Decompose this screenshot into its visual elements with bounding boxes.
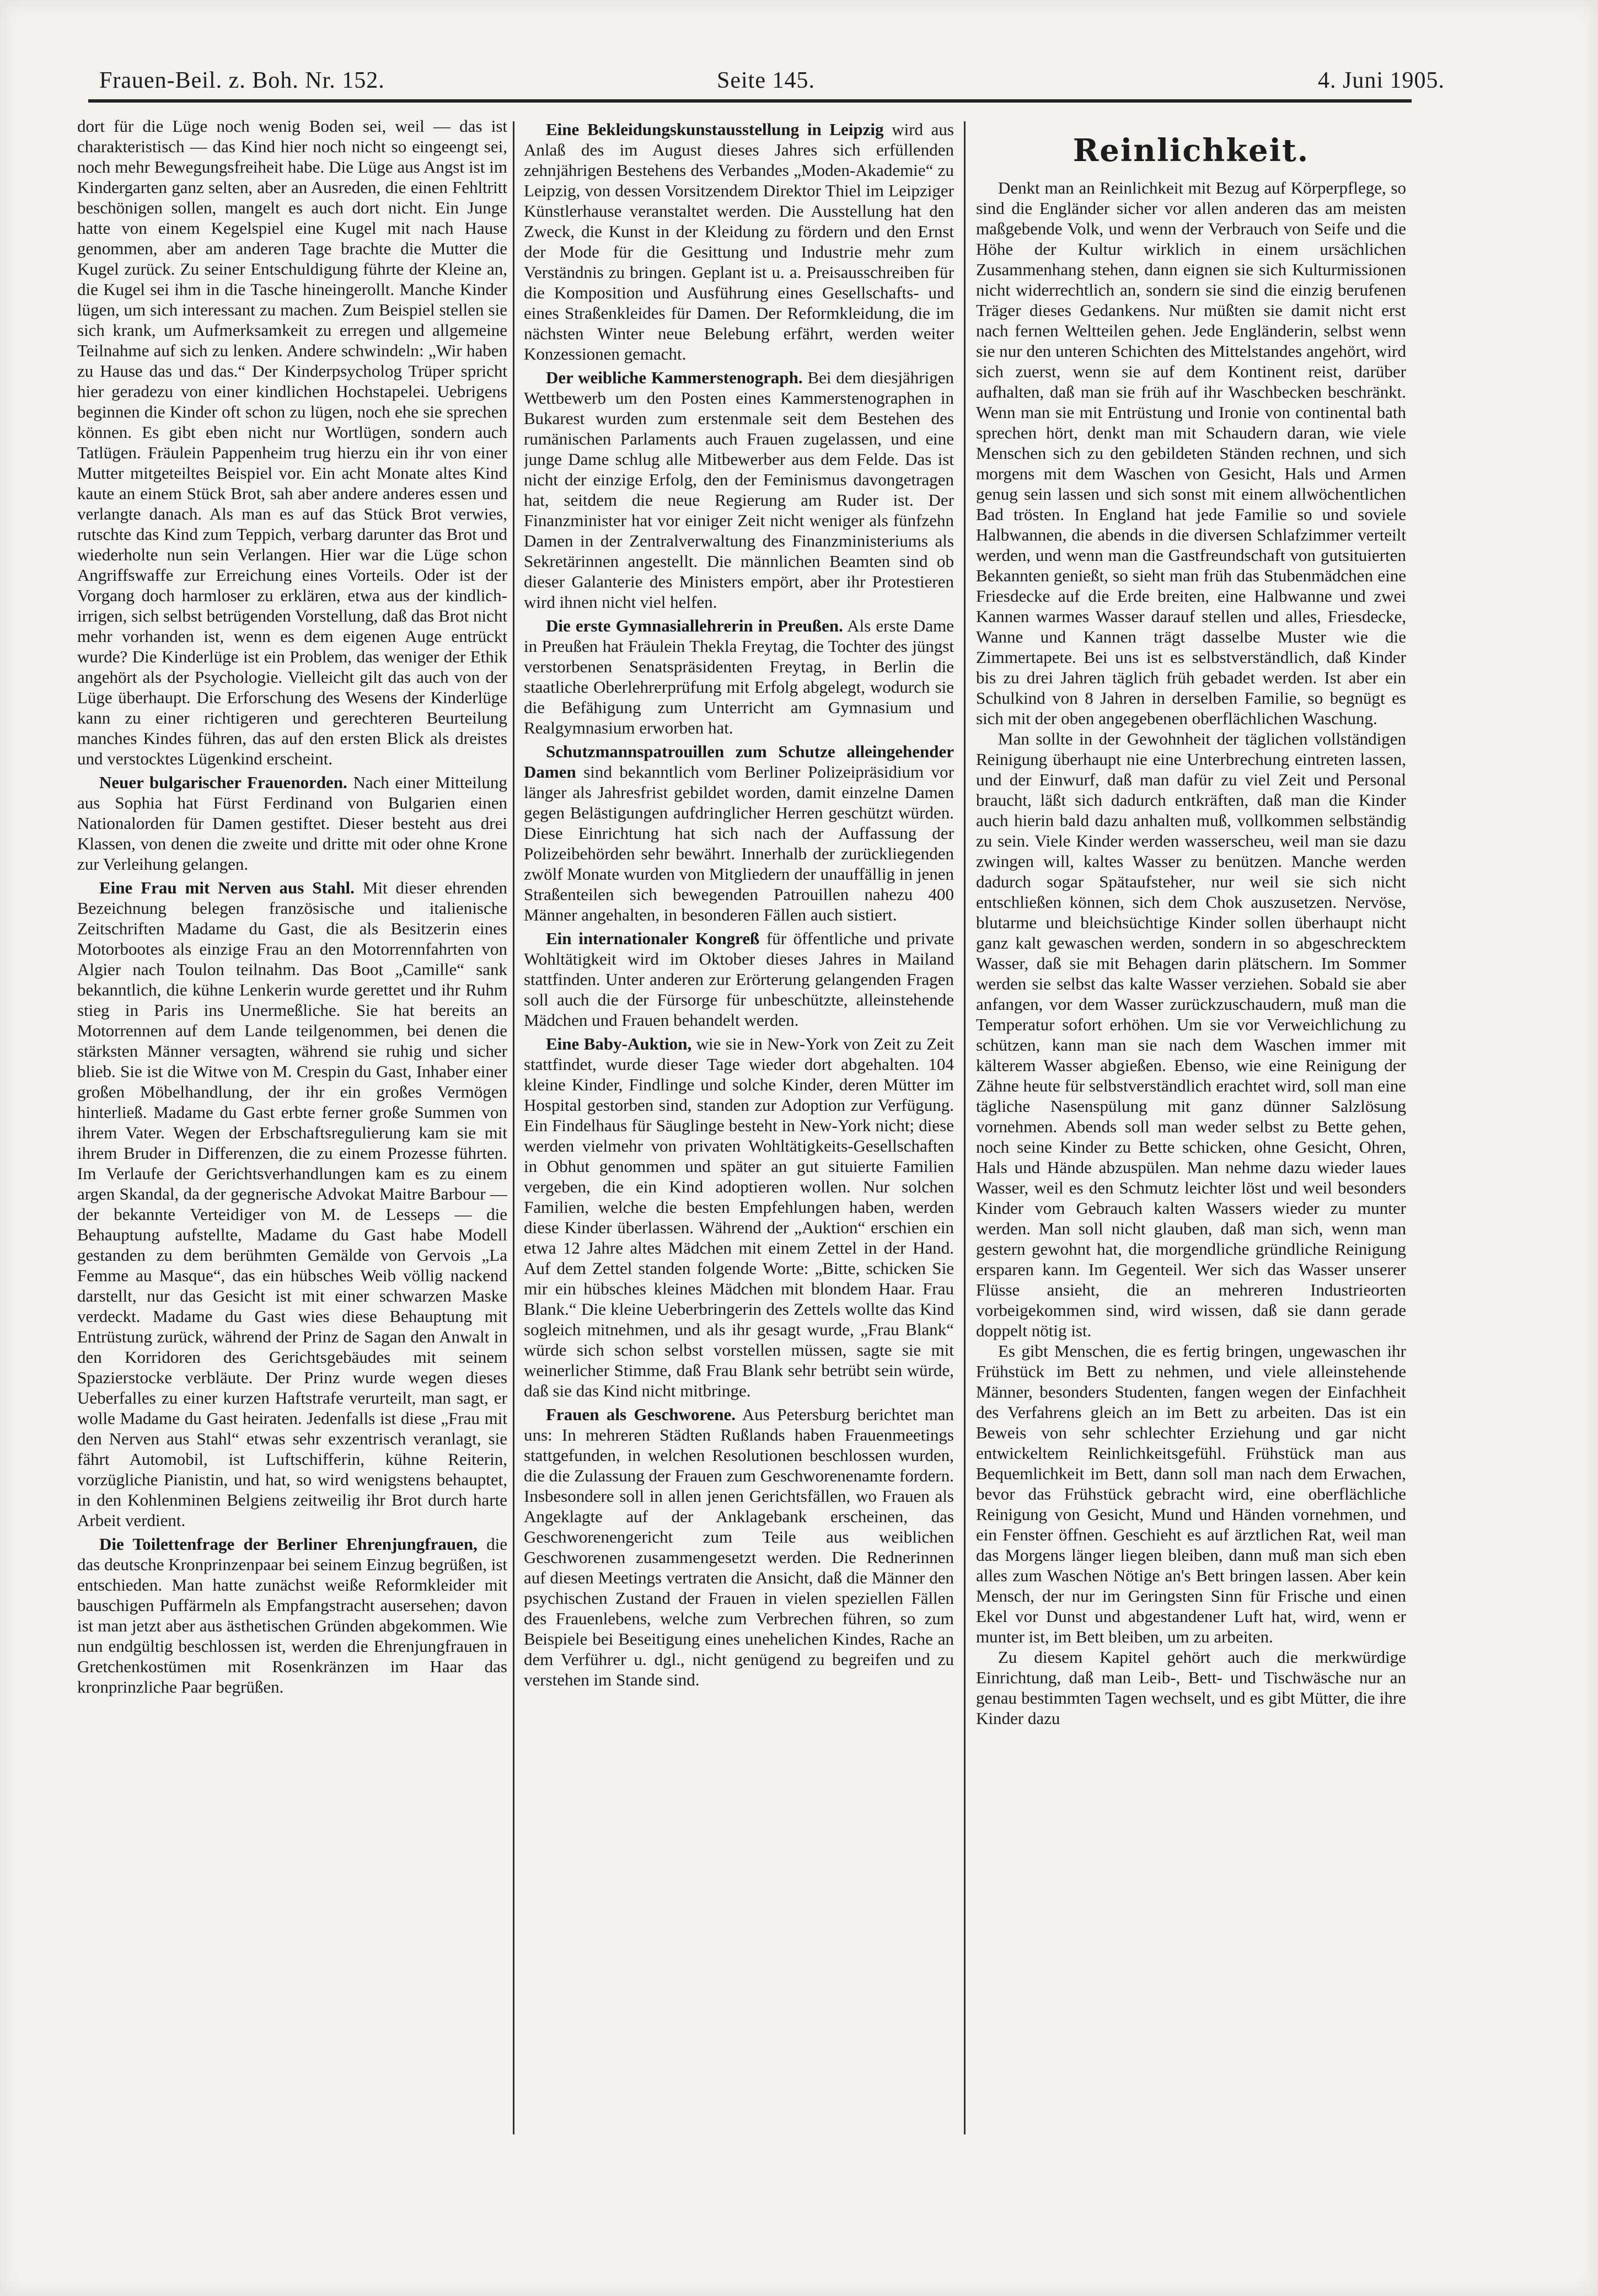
column-middle	[524, 116, 954, 2212]
headline-toilettenfrage: Die Toilettenfrage der Berliner Ehrenjungfrauen,	[99, 1534, 478, 1554]
feature-paragraph-1: Denkt man an Reinlichkeit mit Bezug auf Körperpflege, so sind die Engländer sicher vor allen anderen das am meisten maßgebende Volk, und wenn der Verbrauch von Seife und die Höhe der Kultur wirklich in einem ursächlichen Zusammenhang stehen, dann eignen sie sich Kulturmissionen nicht widerrechtlich an, sondern sie sind die einzig berufenen Träger dieses Gedankens. Nur müßten sie damit nicht erst nach fernen Weltteilen gehen. Jede Engländerin, selbst wenn sie nur den unteren Schichten des Mittelstandes angehört, wird sich zuerst, wenn sie auf dem Kontinent reist, darüber aufhalten, daß man sie früh auf ihr Waschbecken beschränkt. Wenn man sie mit Entrüstung und Ironie von continental bath sprechen hört, denkt man mit Schaudern daran, wie viele Menschen sich zu den gebildeten Ständen rechnen, und sich morgens mit dem Waschen von Gesicht, Hals und Armen genug sein lassen und sich sonst mit einem allwöchentlichen Bad trösten. In England hat jede Familie so und soviele Halbwannen, die abends in die diversen Schlafzimmer verteilt werden, und wenn man die Gastfreundschaft von gutsituierten Bekannten genießt, so sieht man früh das Stubenmädchen eine Friesdecke auf die Erde breiten, eine Halbwanne und zwei Kannen warmes Wasser darauf stellen und alles, Friesdecke, Wanne und Kannen trägt dasselbe Muster wie die Zimmertapete. Bei uns ist es selbstverständlich, daß Kinder bis zu drei Jahren täglich früh gebadet werden. Ist aber ein Schulkind von 8 Jahren in derselben Familie, so begnügt es sich mit der oben angegebenen oberflächlichen Waschung.	[976, 178, 1406, 728]
column-left	[77, 116, 507, 2212]
column-divider-2	[964, 121, 966, 2134]
feature-title-reinlichkeit: Reinlichkeit.	[1073, 132, 1310, 169]
headline-frauen-als-geschworene: Frauen als Geschworene.	[546, 1405, 736, 1424]
feature-paragraph-3: Es gibt Menschen, die es fertig bringen, ungewaschen ihr Frühstück im Bett zu nehmen, und viele alleinstehende Männer, besonders Studenten, fangen wegen der Einfachheit des Verfahrens gleich an im Bett zu arbeiten. Das ist ein Beweis von sehr schlechter Erziehung und gar nicht entwickeltem Reinlichkeitsgefühl. Frühstück man aus Bequemlichkeit im Bett, dann soll man nach dem Erwachen, bevor das Frühstück gebracht wird, eine oberflächliche Reinigung von Gesicht, Mund und Händen vornehmen, und ein Fenster öffnen. Geschieht es auf ärztlichen Rat, weil man das Morgens länger liegen bleiben, dann muß man sich eben alles zum Waschen Nötige an's Bett bringen lassen. Aber kein Mensch, der nur im Geringsten Sinn für Frische und einen Ekel vor Dunst und abgestandener Luft hat, wird, wenn er munter ist, im Bett bleiben, um zu arbeiten.	[976, 1341, 1406, 1646]
newspaper-page	[66, 61, 1445, 2212]
header-page-number: Seite 145.	[717, 68, 815, 93]
headline-schutzmannspatrouillen: Schutzmannspatrouillen zum Schutze alleingehender Damen	[524, 742, 954, 782]
headline-bekleidungskunstausstellung: Eine Bekleidungskunstausstellung in Leipzig	[546, 120, 884, 139]
column-right	[976, 116, 1406, 2212]
article-bulgarischer-frauenorden: Nach einer Mitteilung aus Sophia hat Fürst Ferdinand von Bulgarien einen Nationalorden für Damen gestiftet. Dieser besteht aus drei Klassen, von denen die zweite und dritte mit oder ohne Krone zur Verleihung gelangen.	[77, 773, 507, 874]
article-internationaler-kongress: für öffentliche und private Wohltätigkeit wird im Oktober dieses Jahres in Mailand stattfinden. Unter anderen zur Erörterung gelangenden Fragen soll auch die der Fürsorge für unbeschützte, alleinstehende Mädchen und Frauen behandelt werden.	[524, 929, 954, 1030]
header-supplement-name: Frauen-Beil. z. Boh. Nr. 152.	[99, 68, 385, 93]
column-divider-1	[513, 121, 514, 2134]
article-continuation-kinderluege: dort für die Lüge noch wenig Boden sei, weil — das ist charakteristisch — das Kind hier noch nicht so eingeengt sei, noch mehr Bewegungsfreiheit habe. Die Lüge aus Angst ist im Kindergarten ganz selten, aber an Ausreden, die einen Fehltritt beschönigen sollen, mangelt es auch dort nicht. Ein Junge hatte von einem Kegelspiel eine Kugel mit nach Hause genommen, aber am anderen Tage brachte die Mutter die Kugel zurück. Zu seiner Entschuldigung führte der Kleine an, die Kugel sei ihm in die Tasche hineingerollt. Manche Kinder lügen, um sich interessant zu machen. Zum Beispiel stellen sie sich krank, um Aufmerksamkeit zu erregen und allgemeine Teilnahme auf sich zu lenken. Andere schwindeln: „Wir haben zu Hause das und das.“ Der Kinderpsycholog Trüper spricht hier geradezu von einer kindlichen Hochstapelei. Uebrigens beginnen die Kinder oft schon zu lügen, noch ehe sie sprechen können. Es gibt eben nicht nur Wortlügen, sondern auch Tatlügen. Fräulein Pappenheim trug hierzu ein ihr von einer Mutter mitgeteiltes Beispiel vor. Ein acht Monate altes Kind kaute an einem Stück Brot, sah aber andere anderes essen und verlangte danach. Als man es auf das Stück Brot verwies, rutschte das Kind zum Teppich, verbarg darunter das Brot und wiederholte nun sein Verlangen. Hier war die Lüge schon Angriffswaffe zur Erreichung eines Vorteils. Oder ist der Vorgang doch harmloser zu erklären, etwa aus der kindlich-irrigen, sich selbst betrügenden Vorstellung, daß das Brot nicht mehr vorhanden ist, wenn es dem eigenen Auge entrückt wurde? Die Kinderlüge ist ein Problem, das weniger der Ethik angehört als der Psychologie. Vielleicht gilt das auch von der Lüge überhaupt. Die Erforschung des Wesens der Kinderlüge kann zu einer richtigeren und gerechteren Beurteilung manches Kindes führen, das auf den ersten Blick als dreistes und verstocktes Lügenkind erscheint.	[77, 116, 507, 768]
header-date: 4. Juni 1905.	[1318, 68, 1445, 93]
page-header	[66, 61, 1445, 105]
article-kammerstenograph: Bei dem diesjährigen Wettbewerb um den Posten eines Kammerstenographen in Bukarest wurden zum erstenmale seit dem Bestehen des rumänischen Parlaments auch Frauen zugelassen, und eine junge Dame schlug alle Mitbewerber aus dem Felde. Das ist nicht der einzige Erfolg, den der Feminismus davongetragen hat, seitdem die neue Regierung am Ruder ist. Der Finanzminister hat vor einiger Zeit nicht weniger als fünfzehn Damen in der Zentralverwaltung des Finanzministeriums als Sekretärinnen angestellt. Die männlichen Beamten sind ob dieser Galanterie des Ministers empört, aber ihr Protestieren wird ihnen nicht viel helfen.	[524, 368, 954, 612]
article-schutzmannspatrouillen: sind bekanntlich vom Berliner Polizeipräsidium vor länger als Jahresfrist gebildet worden, damit einzelne Damen gegen Belästigungen aufdringlicher Herren geschützt würden. Diese Einrichtung hat sich nach der Auffassung der Polizeibehörden sehr bewährt. Innerhalb der zurückliegenden zwölf Monate wurden von Mitgliedern der unauffällig in jenen Straßenteilen sich bewegenden Patrouillen nahezu 400 Männer angehalten, in besonderen Fällen auch sistiert.	[524, 762, 954, 924]
headline-baby-auktion: Eine Baby-Auktion,	[546, 1034, 692, 1053]
headline-kammerstenograph: Der weibliche Kammerstenograph.	[546, 368, 803, 387]
article-nerven-aus-stahl: Mit dieser ehrenden Bezeichnung belegen französische und italienische Zeitschriften Madame du Gast, die als Besitzerin eines Motorbootes als einzige Frau an den Motorrennfahrten von Algier nach Toulon teilnahm. Das Boot „Camille“ sank bekanntlich, die kühne Lenkerin wurde gerettet und ihr Ruhm stieg in Paris ins Unermeßliche. Sie hat bereits an Motorrennen auf dem Lande teilgenommen, bei denen die stärksten Männer versagten, während sie ruhig und sicher blieb. Sie ist die Witwe von M. Crespin du Gast, Inhaber einer großen Möbelhandlung, der ihr ein großes Vermögen hinterließ. Madame du Gast erbte ferner große Summen von ihrem Vater. Wegen der Erbschaftsregulierung kam sie mit ihrem Bruder in Differenzen, die zu einem Prozesse führten. Im Verlaufe der Gerichtsverhandlungen kam es zu einem argen Skandal, da der gegnerische Advokat Maitre Barbour — der bekannte Verteidiger von M. de Lesseps — die Behauptung aufstellte, Madame du Gast habe Modell gestanden zu dem berühmten Gemälde von Gervois „La Femme au Masque“, das ein hübsches Weib völlig nackend darstellt, nur das Gesicht ist mit einer schwarzen Maske verdeckt. Madame du Gast wies diese Behauptung mit Entrüstung zurück, während der Prinz de Sagan den Anwalt in den Korridoren des Gerichtsgebäudes mit seinem Spazierstocke verbläute. Der Prinz wurde wegen dieses Ueberfalles zu einer kurzen Haftstrafe verurteilt, man sagt, er wolle Madame du Gast heiraten. Jedenfalls ist diese „Frau mit den Nerven aus Stahl“ etwas sehr exzentrisch veranlagt, sie fährt Automobil, ist Luftschifferin, kühne Reiterin, vorzügliche Pianistin, und hat, so wird wenigstens behauptet, in den Kohlenminen Belgiens zeitweilig ihr Brot durch harte Arbeit verdient.	[77, 878, 507, 1530]
article-frauen-als-geschworene: Aus Petersburg berichtet man uns: In mehreren Städten Rußlands haben Frauenmeetings stattgefunden, in welchen Resolutionen beschlossen wurden, die die Zulassung der Frauen zum Geschworenenamte fordern. Insbesondere soll in allen jenen Gerichtsfällen, wo Frauen als Angeklagte auf der Anklagebank erscheinen, das Geschworenengericht zum Teile aus weiblichen Geschworenen zusammengesetzt werden. Die Rednerinnen auf diesen Meetings vertraten die Ansicht, daß die Männer den psychischen Zustand der Frauen in vielen speziellen Fällen des Frauenlebens, welche zum Verbrechen führen, so zum Beispiele bei Beseitigung eines unehelichen Kindes, Rache an dem Verführer u. dgl., nicht genügend zu begreifen und zu verstehen im Stande sind.	[524, 1405, 954, 1689]
feature-paragraph-4: Zu diesem Kapitel gehört auch die merkwürdige Einrichtung, daß man Leib-, Bett- und Tischwäsche nur an genau bestimmten Tagen wechselt, und es gibt Mütter, die ihre Kinder dazu	[976, 1647, 1406, 1728]
article-toilettenfrage: die das deutsche Kronprinzenpaar bei seinem Einzug begrüßen, ist entschieden. Man hatte zunächst weiße Reformkleider mit bauschigen Puffärmeln als Empfangstracht ausersehen; davon ist man jetzt aber aus ästhetischen Gründen abgekommen. Wie nun endgültig beschlossen ist, werden die Ehrenjungfrauen in Gretchenkostümen mit Rosenkränzen im Haar das kronprinzliche Paar begrüßen.	[77, 1534, 507, 1696]
article-bekleidungskunstausstellung: wird aus Anlaß des im August dieses Jahres sich erfüllenden zehnjährigen Bestehens des Verbandes „Moden-Akademie“ zu Leipzig, von dessen Vorsitzendem Direktor Thiel im Leipziger Künstlerhause veranstaltet werden. Die Ausstellung hat den Zweck, die Kunst in der Kleidung zu fördern und den Ernst der Mode für die Gesittung und Industrie mehr zum Verständnis zu bringen. Geplant ist u. a. Preisausschreiben für die Komposition und Ausführung eines Gesellschafts- und eines Straßenkleides für Damen. Der Reformkleidung, die im nächsten Winter neue Belebung erfährt, werden weiter Konzessionen gemacht.	[524, 120, 954, 363]
headline-internationaler-kongress: Ein internationaler Kongreß	[546, 929, 760, 948]
headline-gymnasiallehrerin: Die erste Gymnasiallehrerin in Preußen.	[546, 616, 843, 635]
headline-nerven-aus-stahl: Eine Frau mit Nerven aus Stahl.	[99, 878, 355, 897]
feature-paragraph-2: Man sollte in der Gewohnheit der täglichen vollständigen Reinigung überhaupt nie eine Unterbrechung eintreten lassen, und der Einwurf, daß man dafür zu viel Zeit und Personal braucht, läßt sich dadurch entkräften, daß man die Kinder auch hierin bald dazu anhalten muß, vollkommen selbständig zu sein. Viele Kinder werden wasserscheu, weil man sie dazu zwingen will, kaltes Wasser zu benützen. Manche werden dadurch sogar Spätaufsteher, nur weil sie sich nicht entschließen können, sich dem Chok auszusetzen. Nervöse, blutarme und bleichsüchtige Kinder sollen überhaupt nicht ganz kalt gewaschen werden, sondern in so abgeschrecktem Wasser, daß sie mit Behagen darin plätschern. Im Sommer werden sie selbst das kalte Wasser verziehen. Sobald sie aber anfangen, vor dem Wasser zurückzuschaudern, muß man die Temperatur sofort erhöhen. Um sie vor Verweichlichung zu schützen, kann man sie nach dem Waschen immer mit kälterem Wasser abgießen. Ebenso, wie eine Reinigung der Zähne heute für selbstverständlich erachtet wird, soll man eine tägliche Nasenspülung mit ganz dünner Salzlösung vornehmen. Abends soll man weder selbst zu Bette gehen, noch seine Kinder zu Bette schicken, ohne Gesicht, Ohren, Hals und Hände abzuspülen. Man nehme dazu wieder laues Wasser, weil es den Schmutz leichter löst und weil besonders Kinder vom Gebrauch kalten Wassers wieder zu munter werden. Man soll nicht glauben, daß man sich, wenn man gestern gewohnt hat, die morgendliche gründliche Reinigung ersparen kann. Im Gegenteil. Wer sich das Wasser unserer Flüsse ansieht, die an mehreren Industrieorten vorbeigekommen sind, wird wissen, daß sie dann gerade doppelt nötig ist.	[976, 729, 1406, 1340]
article-baby-auktion: wie sie in New-York von Zeit zu Zeit stattfindet, wurde dieser Tage wieder dort abgehalten. 104 kleine Kinder, Findlinge und solche Kinder, deren Mütter im Hospital gestorben sind, standen zur Adoption zur Verfügung. Ein Findelhaus für Säuglinge besteht in New-York nicht; diese werden vielmehr von privaten Wohltätigkeits-Gesellschaften in Obhut genommen und später an gut situierte Familien vergeben, die ein Kind adoptieren wollen. Nur solchen Familien, welche die besten Empfehlungen haben, werden diese Kinder überlassen. Während der „Auktion“ erschien ein etwa 12 Jahre altes Mädchen mit einem Zettel in der Hand. Auf dem Zettel standen folgende Worte: „Bitte, schicken Sie mir ein hübsches kleines Mädchen mit blondem Haar. Frau Blank.“ Die kleine Ueberbringerin des Zettels wollte das Kind sogleich mitnehmen, und als ihr gesagt wurde, „Frau Blank“ würde sich schon selbst vorstellen müssen, sagte sie mit weinerlicher Stimme, daß Frau Blank sehr betrübt sein würde, daß sie das Kind nicht mitbringe.	[524, 1034, 954, 1400]
article-gymnasiallehrerin: Als erste Dame in Preußen hat Fräulein Thekla Freytag, die Tochter des jüngst verstorbenen Senatspräsidenten Freytag, in Berlin die staatliche Oberlehrerprüfung mit Erfolg abgelegt, wodurch sie die Befähigung zum Unterricht am Gymnasium und Realgymnasium erworben hat.	[524, 616, 954, 737]
header-rule	[88, 99, 1412, 103]
headline-bulgarischer-frauenorden: Neuer bulgarischer Frauenorden.	[99, 773, 347, 792]
